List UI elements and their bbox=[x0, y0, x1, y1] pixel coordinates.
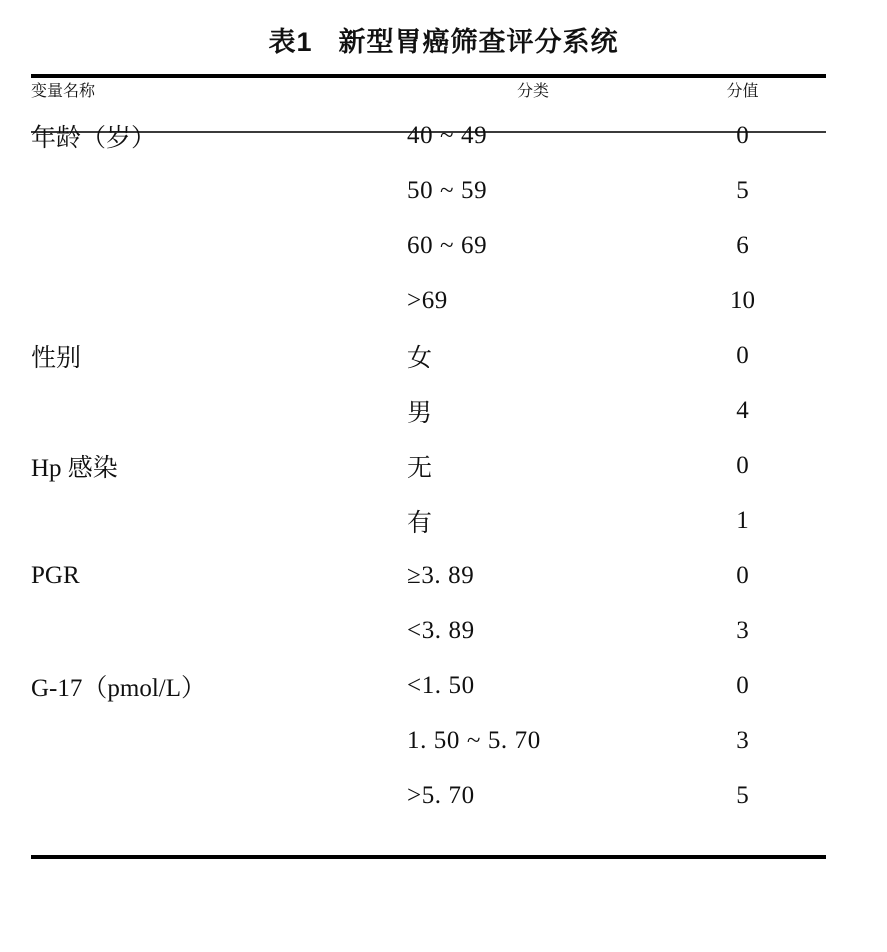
cell-category: 1. 50 ~ 5. 70 bbox=[407, 726, 541, 754]
cell-score: 0 bbox=[736, 671, 749, 699]
table-row bbox=[31, 218, 826, 273]
table-row bbox=[31, 768, 826, 823]
table-row bbox=[31, 658, 826, 713]
cell-variable-name bbox=[31, 273, 407, 328]
cell-variable-name bbox=[31, 383, 407, 438]
column-header-variable: 变量名称 bbox=[31, 83, 96, 100]
cell-category: >69 bbox=[407, 286, 448, 314]
table-row bbox=[31, 273, 826, 328]
table-row bbox=[31, 438, 826, 493]
cell-score: 3 bbox=[736, 726, 749, 754]
cell-variable-name bbox=[31, 218, 407, 273]
cell-category: 男 bbox=[407, 399, 433, 427]
column-header-category: 分类 bbox=[516, 83, 549, 100]
table-body bbox=[31, 101, 826, 823]
cell-category: 50 ~ 59 bbox=[407, 176, 488, 204]
cell-category: 无 bbox=[407, 454, 433, 482]
cell-category: ≥3. 89 bbox=[407, 561, 475, 589]
cell-category: <3. 89 bbox=[407, 616, 475, 644]
cell-score: 3 bbox=[736, 616, 749, 644]
cell-variable-name bbox=[31, 768, 407, 823]
cell-category: 40 ~ 49 bbox=[407, 121, 488, 149]
scoring-table bbox=[31, 78, 826, 823]
table-header-row bbox=[31, 78, 826, 101]
cell-variable-name bbox=[31, 603, 407, 658]
column-header-score: 分值 bbox=[726, 83, 759, 100]
cell-variable-name: Hp 感染 bbox=[31, 454, 118, 482]
cell-score: 0 bbox=[736, 121, 749, 149]
caption-title: 新型胃癌筛查评分系统 bbox=[338, 27, 619, 57]
table-row bbox=[31, 101, 826, 163]
table-row bbox=[31, 493, 826, 548]
table-row bbox=[31, 603, 826, 658]
table-bottom-rule bbox=[31, 855, 826, 859]
table-row bbox=[31, 548, 826, 603]
cell-variable-name bbox=[31, 163, 407, 218]
cell-category: >5. 70 bbox=[407, 781, 475, 809]
caption-number: 表1 bbox=[268, 27, 313, 57]
cell-category: <1. 50 bbox=[407, 671, 475, 699]
cell-score: 5 bbox=[736, 176, 749, 204]
cell-variable-name: PGR bbox=[31, 561, 80, 589]
cell-category: 女 bbox=[407, 344, 433, 372]
cell-score: 0 bbox=[736, 561, 749, 589]
table-row bbox=[31, 163, 826, 218]
cell-category: 60 ~ 69 bbox=[407, 231, 488, 259]
cell-variable-name: 年龄（岁） bbox=[31, 124, 157, 152]
cell-score: 0 bbox=[736, 341, 749, 369]
cell-score: 1 bbox=[736, 506, 749, 534]
cell-score: 5 bbox=[736, 781, 749, 809]
cell-score: 6 bbox=[736, 231, 749, 259]
cell-score: 0 bbox=[736, 451, 749, 479]
cell-variable-name bbox=[31, 713, 407, 768]
cell-variable-name: G-17（pmol/L） bbox=[31, 674, 206, 702]
cell-category: 有 bbox=[407, 509, 433, 537]
cell-score: 4 bbox=[736, 396, 749, 424]
cell-variable-name: 性别 bbox=[31, 344, 82, 372]
table-row bbox=[31, 383, 826, 438]
table-row bbox=[31, 328, 826, 383]
cell-variable-name bbox=[31, 493, 407, 548]
table-row bbox=[31, 713, 826, 768]
cell-score: 10 bbox=[730, 286, 755, 314]
table-caption bbox=[0, 20, 887, 59]
